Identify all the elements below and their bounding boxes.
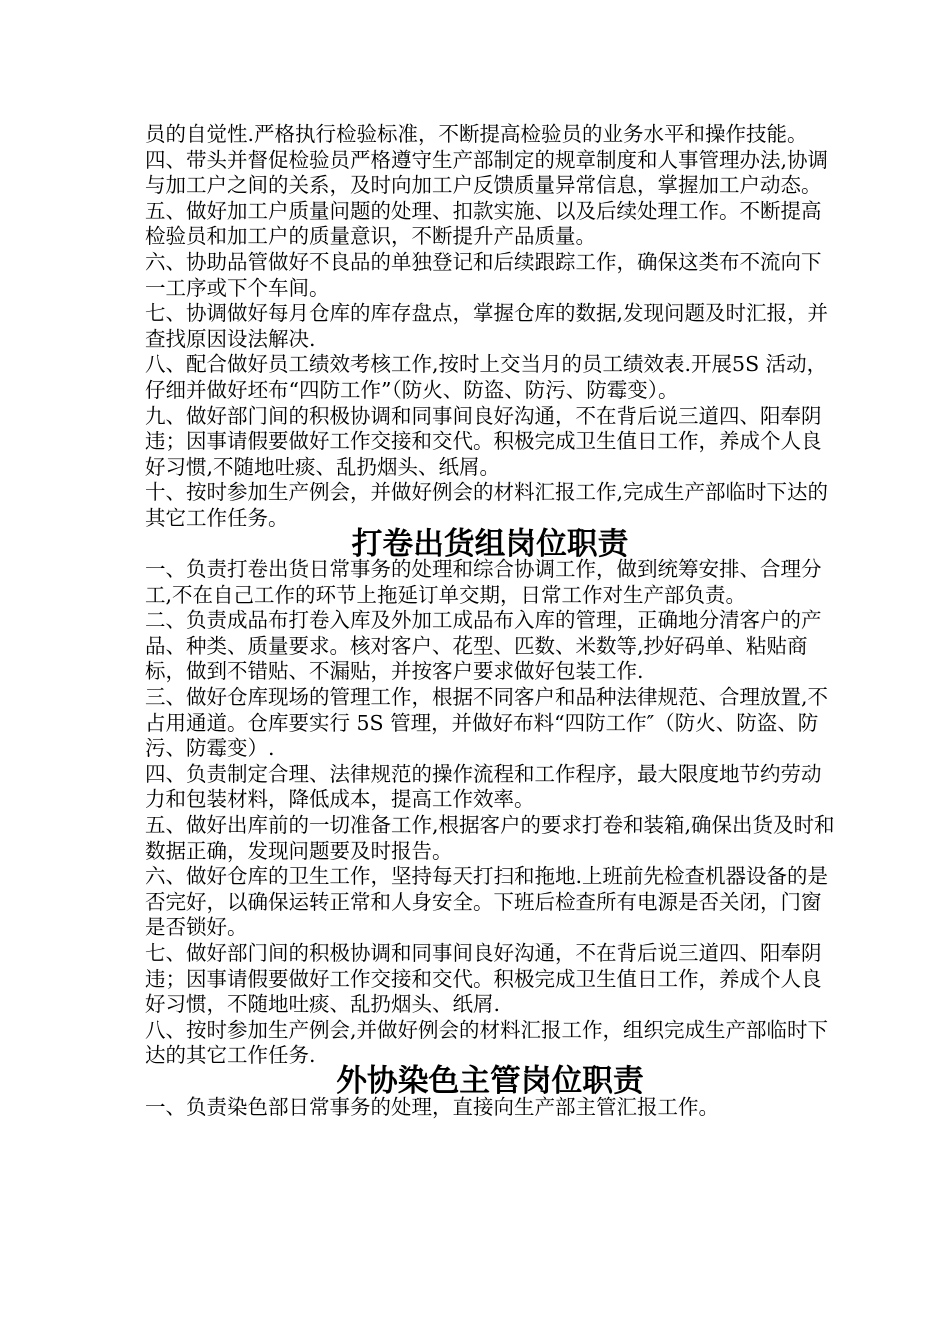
paragraph: 二、负责成品布打卷入库及外加工成品布入库的管理，正确地分清客户的产品、种类、质量要求。核对客户、花型、匹数、米数等,抄好码单、粘贴商标，做到不错贴、不漏贴，并按客户要求做好包装工作. xyxy=(145,608,822,684)
paragraph: 十、按时参加生产例会，并做好例会的材料汇报工作,完成生产部临时下达的其它工作任务。 xyxy=(145,480,829,530)
paragraph: 四、负责制定合理、法律规范的操作流程和工作程序，最大限度地节约劳动力和包装材料，降低成本，提高工作效率。 xyxy=(145,761,822,812)
paragraph: 七、协调做好每月仓库的库存盘点，掌握仓库的数据,发现问题及时汇报，并查找原因设法解决. xyxy=(145,301,829,351)
paragraph: 八、配合做好员工绩效考核工作,按时上交当月的员工绩效表.开展5S 活动，仔细并做好坯布“四防工作”（防火、防盗、防污、防霉变）。 xyxy=(145,352,828,402)
paragraph: 三、做好仓库现场的管理工作，根据不同客户和品种法律规范、合理放置,不占用通道。仓库要实行 5S 管理，并做好布料“四防工作″（防火、防盗、防污、防霉变）. xyxy=(145,685,829,761)
section-dyeing xyxy=(145,1062,835,1120)
paragraph: 九、做好部门间的积极协调和同事间良好沟通，不在背后说三道四、阳奉阴违；因事请假要做好工作交接和交代。积极完成卫生值日工作，养成个人良好习惯,不随地吐痰、乱扔烟头、纸屑。 xyxy=(145,403,822,479)
paragraph: 员的自觉性.严格执行检验标准，不断提高检验员的业务水平和操作技能。 xyxy=(145,122,808,146)
paragraph: 五、做好出库前的一切准备工作,根据客户的要求打卷和装箱,确保出货及时和数据正确，发现问题要及时报告。 xyxy=(145,813,835,863)
paragraph: 四、带头并督促检验员严格遵守生产部制定的规章制度和人事管理办法,协调与加工户之间的关系，及时向加工户反馈质量异常信息，掌握加工户动态。 xyxy=(145,147,829,198)
paragraph: 一、负责染色部日常事务的处理，直接向生产部主管汇报工作。 xyxy=(145,1094,719,1119)
paragraph: 六、协助品管做好不良品的单独登记和后续跟踪工作，确保这类布不流向下一工序或下个车间。 xyxy=(145,249,822,300)
section-continued xyxy=(145,122,835,532)
paragraph: 七、做好部门间的积极协调和同事间良好沟通，不在背后说三道四、阳奉阴违；因事请假要做好工作交接和交代。积极完成卫生值日工作，养成个人良好习惯，不随地吐痰、乱扔烟头、纸屑. xyxy=(145,941,822,1017)
paragraph: 六、做好仓库的卫生工作，坚持每天打扫和拖地.上班前先检查机器设备的是否完好，以确保运转正常和人身安全。下班后检查所有电源是否关闭，门窗是否锁好。 xyxy=(145,864,829,940)
paragraph: 八、按时参加生产例会,并做好例会的材料汇报工作，组织完成生产部临时下达的其它工作任务. xyxy=(145,1017,829,1068)
paragraph: 五、做好加工户质量问题的处理、扣款实施、以及后续处理工作。不断提高检验员和加工户的质量意识，不断提升产品质量。 xyxy=(145,198,822,249)
paragraph: 一、负责打卷出货日常事务的处理和综合协调工作，做到统筹安排、合理分工,不在自己工作的环节上拖延订单交期，日常工作对生产部负责。 xyxy=(145,557,822,607)
section-title: 外协染色主管岗位职责 xyxy=(336,1062,644,1099)
section-packing xyxy=(145,525,835,1069)
document-page xyxy=(145,122,835,1120)
section-title: 打卷出货组岗位职责 xyxy=(351,525,629,562)
